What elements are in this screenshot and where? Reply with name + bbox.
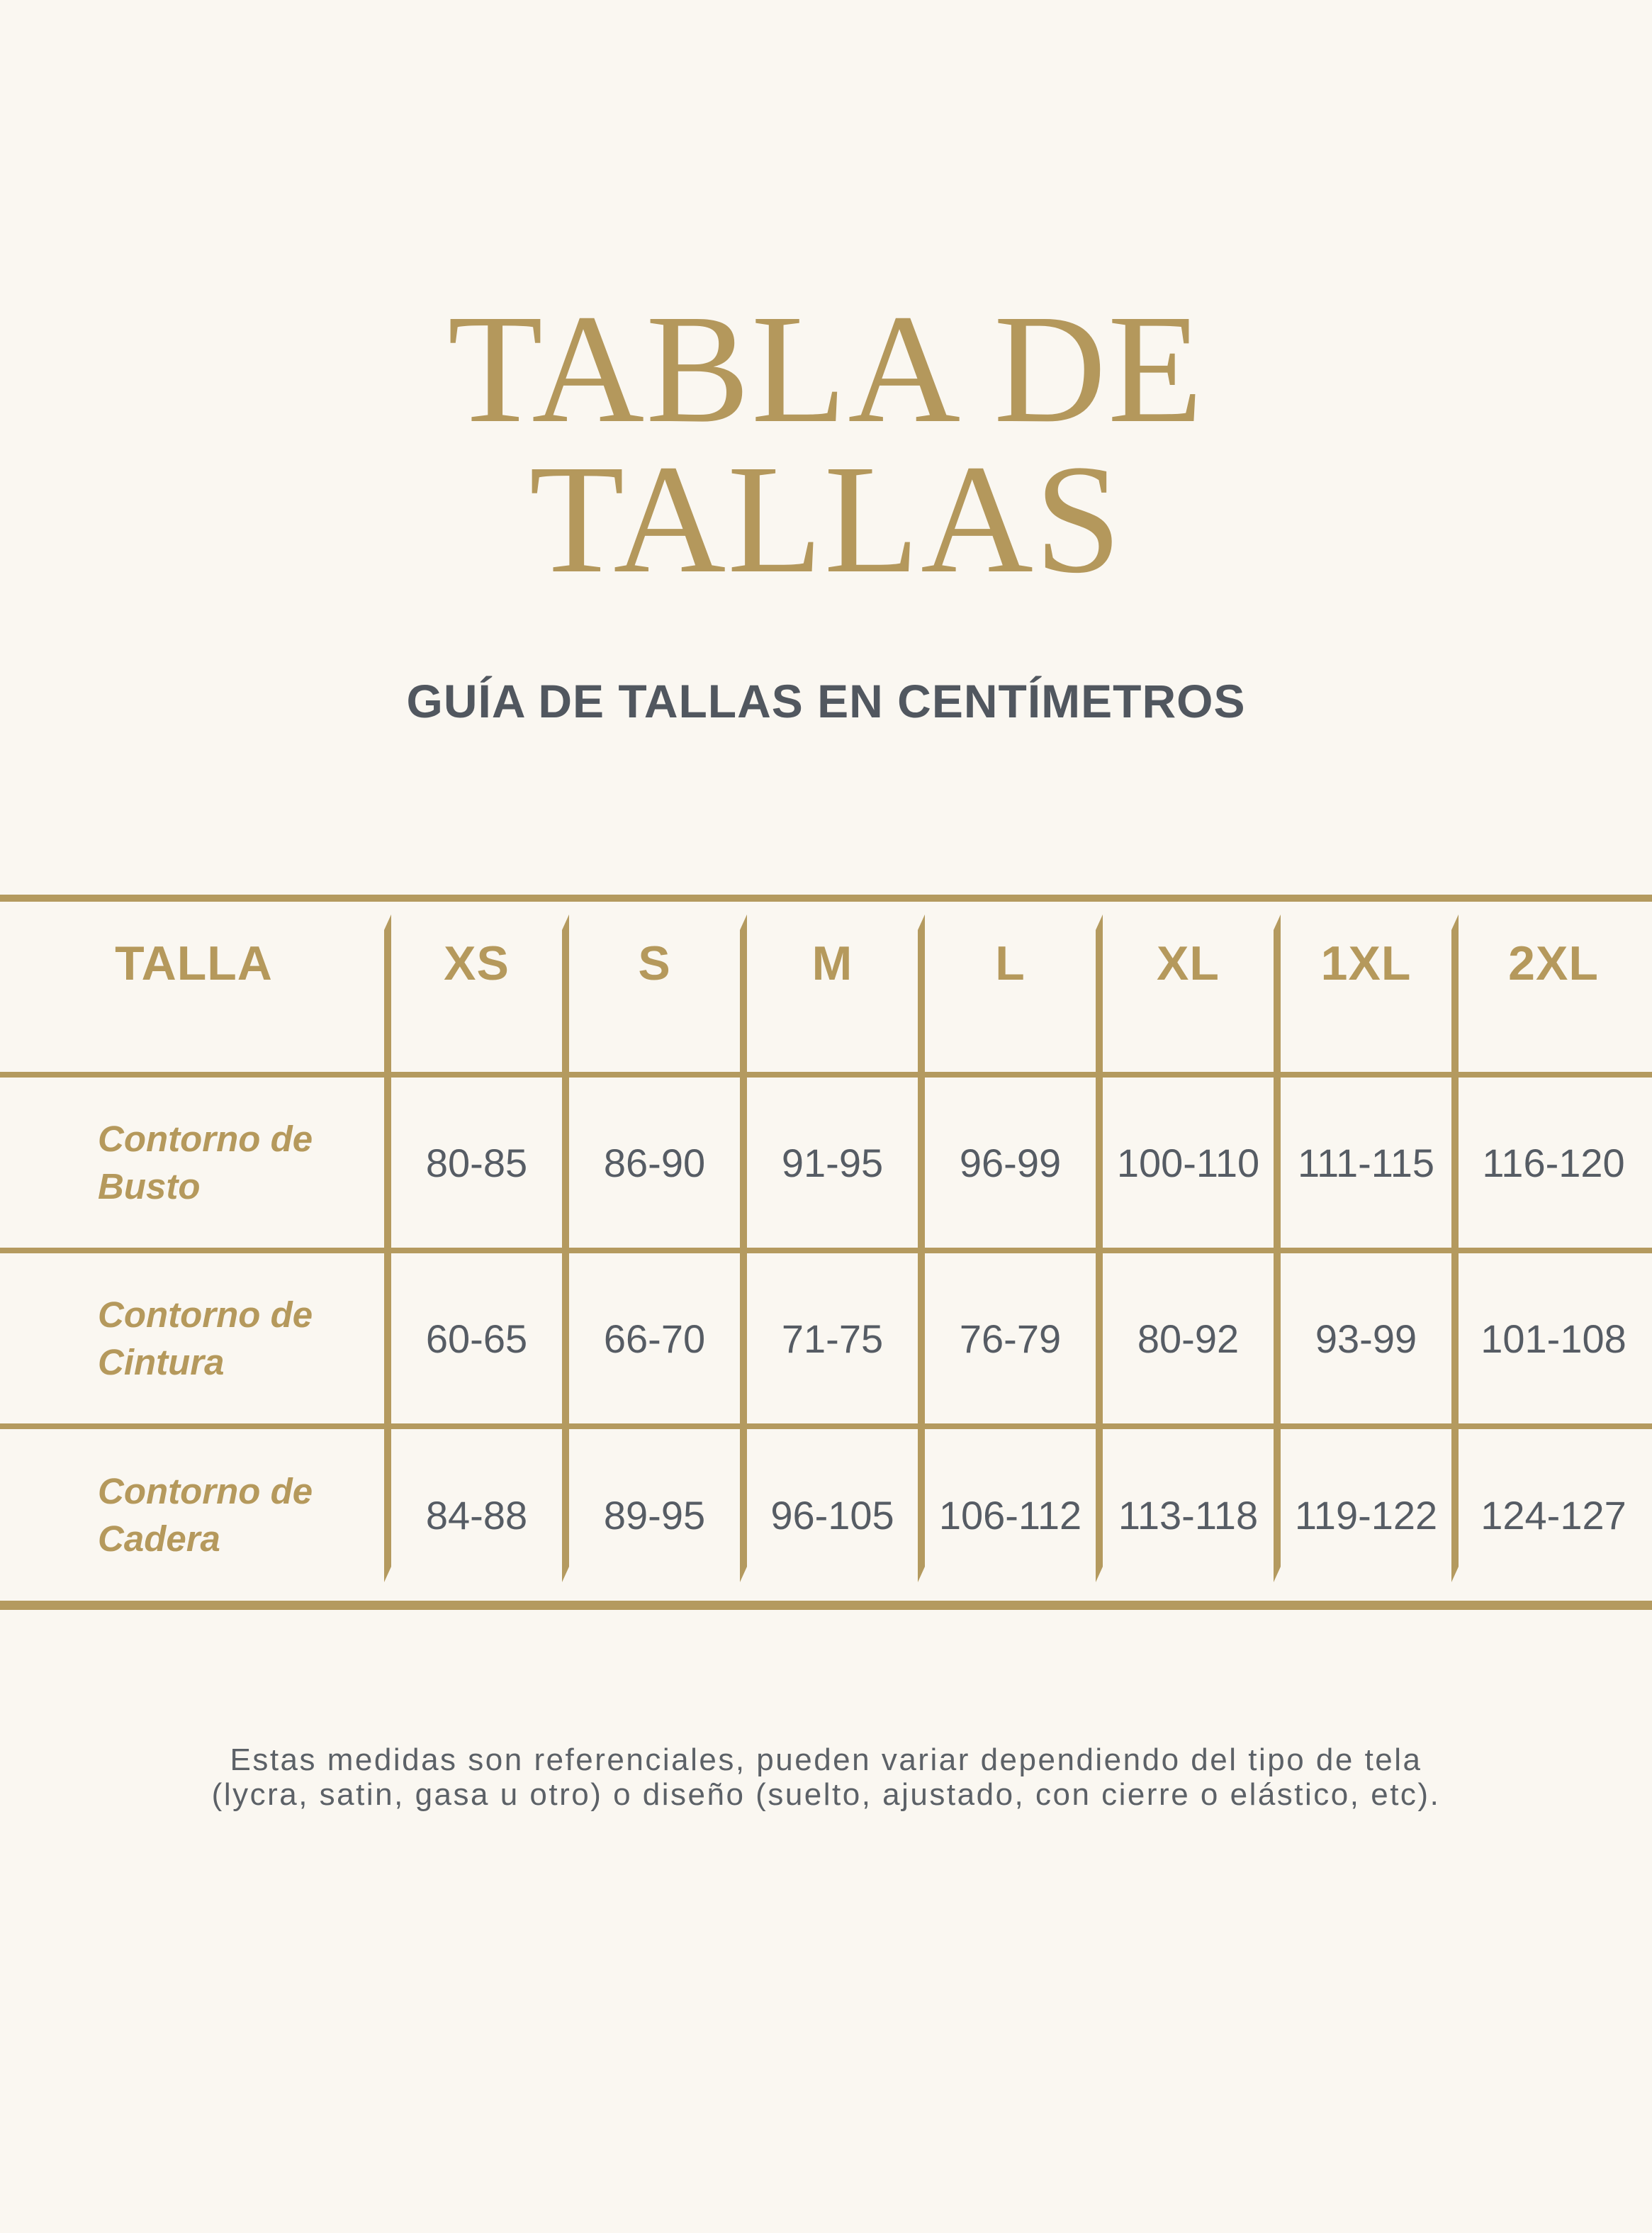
header-cell-1xl: 1XL bbox=[1320, 936, 1412, 990]
table-row-busto bbox=[0, 1078, 1652, 1248]
page-title bbox=[0, 282, 1652, 606]
value-cell: 106-112 bbox=[938, 1492, 1082, 1538]
value-cell: 124-127 bbox=[1480, 1492, 1626, 1538]
table-row-divider-line bbox=[0, 1072, 1652, 1078]
page-title-line2: TALLAS bbox=[529, 432, 1123, 606]
page-title-line1: TABLA DE bbox=[447, 282, 1205, 455]
value-cell: 91-95 bbox=[781, 1140, 884, 1185]
value-cell: 89-95 bbox=[603, 1492, 706, 1538]
table-row-divider-line bbox=[0, 1423, 1652, 1429]
header-cell-talla: TALLA bbox=[115, 936, 273, 990]
value-cell: 84-88 bbox=[425, 1492, 528, 1538]
value-cell: 86-90 bbox=[603, 1140, 706, 1185]
value-cell: 96-105 bbox=[770, 1492, 894, 1538]
value-cell: 116-120 bbox=[1482, 1140, 1625, 1185]
header-cell-s: S bbox=[638, 936, 671, 990]
value-cell: 119-122 bbox=[1294, 1492, 1438, 1538]
disclaimer-note bbox=[0, 1742, 1652, 1813]
value-cell: 111-115 bbox=[1297, 1140, 1435, 1185]
table-row-cadera bbox=[0, 1429, 1652, 1601]
row-label-busto: Contorno de Busto bbox=[98, 1118, 313, 1207]
row-label-cadera: Contorno de Cadera bbox=[98, 1470, 313, 1559]
value-cell: 113-118 bbox=[1118, 1492, 1259, 1538]
value-cell: 100-110 bbox=[1116, 1140, 1260, 1185]
value-cell: 96-99 bbox=[959, 1140, 1062, 1185]
header-cell-l: L bbox=[995, 936, 1026, 990]
page-subtitle: GUÍA DE TALLAS EN CENTÍMETROS bbox=[406, 675, 1246, 727]
header-cell-xl: XL bbox=[1157, 936, 1220, 990]
value-cell: 66-70 bbox=[603, 1316, 706, 1361]
table-row-cintura bbox=[0, 1253, 1652, 1423]
value-cell: 80-92 bbox=[1137, 1316, 1240, 1361]
header-cell-xs: XS bbox=[444, 936, 510, 990]
table-row-divider-line bbox=[0, 1248, 1652, 1253]
table-bottom-border-line bbox=[0, 1601, 1652, 1610]
header-cell-m: M bbox=[811, 936, 853, 990]
value-cell: 60-65 bbox=[425, 1316, 528, 1361]
value-cell: 93-99 bbox=[1315, 1316, 1417, 1361]
row-label-cintura: Contorno de Cintura bbox=[98, 1294, 313, 1382]
table-header-row bbox=[0, 895, 1652, 1072]
value-cell: 80-85 bbox=[425, 1140, 528, 1185]
value-cell: 76-79 bbox=[959, 1316, 1062, 1361]
value-cell: 101-108 bbox=[1480, 1316, 1626, 1361]
disclaimer-line1: Estas medidas son referenciales, pueden variar dependiendo del tipo de tela bbox=[230, 1742, 1422, 1777]
value-cell: 71-75 bbox=[781, 1316, 884, 1361]
header-cell-2xl: 2XL bbox=[1508, 936, 1599, 990]
disclaimer-line2: (lycra, satin, gasa u otro) o diseño (suelto, ajustado, con cierre o elástico, etc). bbox=[211, 1777, 1441, 1813]
